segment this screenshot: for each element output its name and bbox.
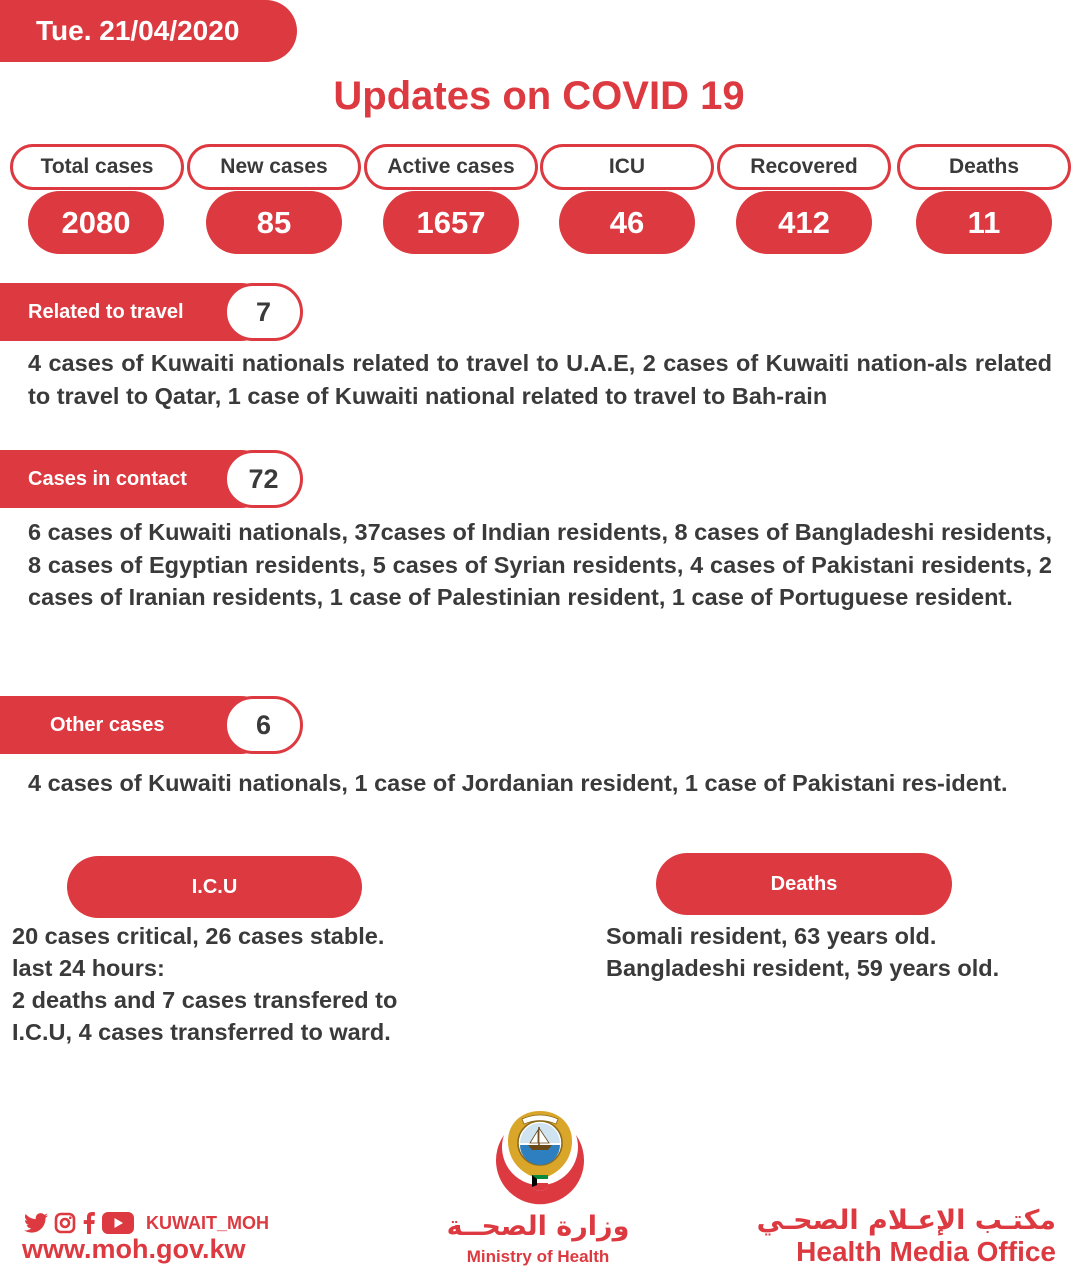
ministry-name-english: Ministry of Health <box>466 1247 610 1266</box>
deaths-line: Bangladeshi resident, 59 years old. <box>606 955 1000 981</box>
other-description: 4 cases of Kuwaiti nationals, 1 case of Jordanian resident, 1 case of Pakistani res-ident. <box>28 770 1008 796</box>
office-name-english: Health Media Office <box>796 1236 1056 1267</box>
stat-label: Deaths <box>897 144 1071 190</box>
contact-description: 6 cases of Kuwaiti nationals, 37cases of Indian residents, 8 cases of Bangladeshi residents, 8 cases of Egyptian residents, 5 cases of Syrian residents, 4 cases of Pakistani residents, 2 cases of Iranian residents, 1 case of Palestinian resident, 1 case of Portuguese resident. <box>28 519 1052 610</box>
deaths-details <box>606 920 999 984</box>
stat-recovered <box>717 144 891 256</box>
kuwait-emblem-icon <box>482 1105 598 1213</box>
social-links <box>24 1212 269 1234</box>
icu-line: 2 deaths and 7 cases transfered to <box>12 987 398 1013</box>
stat-value: 1657 <box>383 191 519 254</box>
website-link[interactable]: www.moh.gov.kw <box>22 1234 246 1264</box>
office-name-arabic: مكتـب الإعـلام الصحـي <box>756 1205 1056 1236</box>
stat-value: 85 <box>206 191 342 254</box>
deaths-pill: Deaths <box>656 853 952 915</box>
instagram-icon[interactable] <box>54 1212 76 1234</box>
twitter-icon[interactable] <box>24 1213 48 1233</box>
travel-tag-count: 7 <box>224 283 303 341</box>
icu-details <box>12 920 397 1048</box>
stat-value: 2080 <box>28 191 164 254</box>
social-handle[interactable]: KUWAIT_MOH <box>146 1212 269 1233</box>
stat-label: Total cases <box>10 144 184 190</box>
stat-value: 412 <box>736 191 872 254</box>
other-tag-label: Other cases <box>0 696 270 754</box>
icu-pill: I.C.U <box>67 856 362 918</box>
icu-line: 20 cases critical, 26 cases stable. <box>12 923 385 949</box>
stat-deaths <box>897 144 1071 256</box>
stat-label: Active cases <box>364 144 538 190</box>
other-section-tag <box>0 696 303 754</box>
travel-tag-label: Related to travel <box>0 283 270 341</box>
travel-section-tag <box>0 283 303 341</box>
stat-value: 46 <box>559 191 695 254</box>
page-title: Updates on COVID 19 <box>333 74 745 118</box>
other-tag-count: 6 <box>224 696 303 754</box>
icu-line: I.C.U, 4 cases transferred to ward. <box>12 1019 391 1045</box>
stat-label: Recovered <box>717 144 891 190</box>
stat-new-cases <box>187 144 361 256</box>
stat-value: 11 <box>916 191 1052 254</box>
stat-active-cases <box>364 144 538 256</box>
contact-tag-label: Cases in contact <box>0 450 270 508</box>
icu-line: last 24 hours: <box>12 955 165 981</box>
date-text: Tue. 21/04/2020 <box>36 15 240 46</box>
stat-icu <box>540 144 714 256</box>
stat-label: New cases <box>187 144 361 190</box>
ministry-name-arabic: وزارة الصحــة <box>446 1211 630 1242</box>
youtube-icon[interactable] <box>102 1212 134 1234</box>
contact-tag-count: 72 <box>224 450 303 508</box>
stat-label: ICU <box>540 144 714 190</box>
travel-description: 4 cases of Kuwaiti nationals related to travel to U.A.E, 2 cases of Kuwaiti nation-als related to travel to Qatar, 1 case of Kuwaiti national related to travel to Bah-rain <box>28 350 1052 409</box>
facebook-icon[interactable] <box>82 1212 96 1234</box>
contact-section-tag <box>0 450 303 508</box>
date-badge <box>0 0 297 62</box>
deaths-line: Somali resident, 63 years old. <box>606 923 937 949</box>
stat-total-cases <box>10 144 184 256</box>
